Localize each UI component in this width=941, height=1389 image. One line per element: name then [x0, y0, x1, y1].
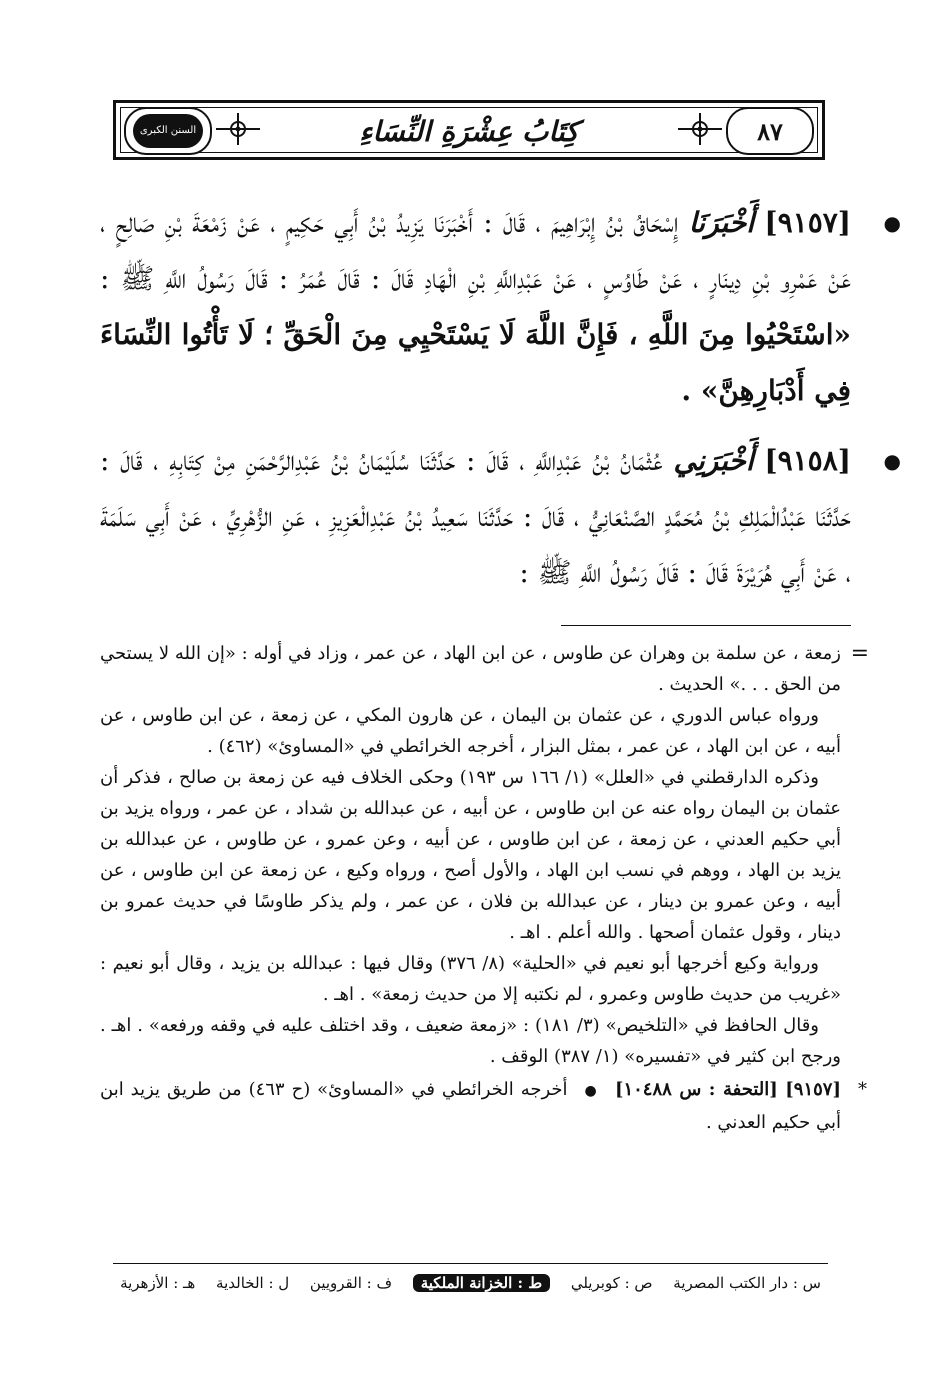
book-logo-text: السنن الكبرى: [133, 114, 203, 148]
hadith-number: [٩١٥٨]: [764, 444, 851, 477]
asterisk-icon: *: [858, 1079, 867, 1100]
isnad: عُثْمَانُ بْنُ عَبْدِاللَّهِ ، قَالَ : حَدَّثَنَا سُلَيْمَانُ بْنُ عَبْدِالرَّحْمَنِ مِنْ كِتَابِهِ ، قَالَ : حَدَّثَنَا عَبْدُالْمَلِكِ بْنُ مُحَمَّدٍ الصَّنْعَانِيُّ ، قَالَ : حَدَّثَنَا سَعِيدُ بْنُ عَبْدِالْعَزِيزِ ، عَنِ الزُّهْرِيِّ ، عَنْ أَبِي سَلَمَةَ ، عَنْ أَبِي هُرَيْرَةَ قَالَ : قَالَ رَسُولُ اللَّهِ ﷺ :: [100, 444, 851, 589]
page-number: ٨٧: [726, 107, 814, 155]
takhrij-line: [100, 1074, 867, 1138]
manuscript-abbrev: ل : الخالدية: [216, 1274, 290, 1292]
bullet-icon: ●: [883, 449, 901, 473]
transmission-word: أَخْبَرَنَا: [688, 206, 755, 239]
takhrij-text: أخرجه الخرائطي في «المساوئ» (ح ٤٦٣) من طريق يزيد ابن أبي حكيم العدني .: [100, 1079, 841, 1133]
footnotes: [100, 638, 869, 1138]
footnote-paragraph: زمعة ، عن سلمة بن وهران عن طاوس ، عن ابن الهاد ، عن عمر ، وزاد في أوله : «إن الله لا يستحي من الحق . . .» الحديث .: [100, 643, 841, 695]
ornament-icon: [216, 113, 260, 145]
main-text: [100, 195, 901, 615]
matn: «اسْتَحْيُوا مِنَ اللَّهِ ، فَإِنَّ اللَّهَ لَا يَسْتَحْيِي مِنَ الْحَقِّ ؛ لَا تَأْتُوا النِّسَاءَ فِي أَدْبَارِهِنَّ» .: [100, 318, 851, 407]
hadith-9157: [100, 195, 901, 419]
footnote-paragraph: ورواه عباس الدوري ، عن عثمان بن اليمان ، عن هارون المكي ، عن زمعة ، عن ابن طاوس ، عن أبيه ، عن ابن الهاد ، عن عمر ، بمثل البزار ، أخرجه الخرائطي في «المساوئ» (٤٦٢) .: [100, 705, 841, 757]
book-logo: [124, 107, 212, 155]
footnote-paragraph: وقال الحافظ في «التلخيص» (٣/ ١٨١) : «زمعة ضعيف ، وقد اختلف عليه في وقفه ورفعه» . اهـ . ورجح ابن كثير في «تفسيره» (١/ ٣٨٧) الوقف .: [100, 1015, 841, 1067]
continuation-mark: =: [850, 641, 869, 666]
hadith-number: [٩١٥٧]: [764, 206, 852, 239]
bottom-rule: [113, 1263, 828, 1264]
manuscript-abbrev: ص : كوبريلي: [570, 1274, 653, 1292]
footnote-paragraph: ورواية وكيع أخرجها أبو نعيم في «الحلية» (٨/ ٣٧٦) وقال فيها : عبدالله بن يزيد ، وقال أبو نعيم : «غريب من حديث طاوس وعمرو ، لم نكتبه إلا من حديث زمعة» . اهـ .: [100, 953, 841, 1005]
footnote-paragraph: وذكره الدارقطني في «العلل» (١/ ١٦٦ س ١٩٣) وحكى الخلاف فيه عن زمعة بن صالح ، فذكر أن عثمان بن اليمان رواه عنه عن ابن طاوس ، عن أبيه ، عن عبدالله بن شداد ، عن عمر ، ورواه يزيد بن أبي حكيم العدني ، عن زمعة ، عن ابن طاوس ، عن أبيه ، وعن عمرو ، عن طاوس ، عن عبدالله بن يزيد بن الهاد ، ووهم في نسب ابن الهاد ، والأول أصح ، ورواه وكيع ، عن زمعة عن ابن طاوس ، عن أبيه ، وعن عمرو بن دينار ، عن عبدالله بن فلان ، عن عمر ، ولم يذكر طاوسًا في حديث عمرو بن دينار ، وقول عثمان أصحها . والله أعلم . اهـ .: [100, 767, 841, 943]
manuscript-key: [120, 1270, 821, 1296]
manuscript-abbrev: ف : القرويين: [309, 1274, 393, 1292]
manuscript-abbrev-highlighted: ط : الخزانة الملكية: [413, 1274, 550, 1292]
chapter-title: كِتَابُ عِشْرَةِ النِّسَاءِ: [359, 114, 579, 148]
takhrij-ref: [٩١٥٧] [التحفة : س ١٠٤٨٨]: [614, 1079, 841, 1100]
manuscript-abbrev: س : دار الكتب المصرية: [673, 1274, 821, 1292]
isnad: إِسْحَاقُ بْنُ إِبْرَاهِيمَ ، قَالَ : أَخْبَرَنَا يَزِيدُ بْنُ أَبِي حَكِيمٍ ، عَنْ زَمْعَةَ بْنِ صَالِحٍ ، عَنْ عَمْرِو بْنِ دِينَارٍ ، عَنْ طَاوُسٍ ، عَنْ عَبْدِاللَّهِ بْنِ الْهَادِ قَالَ : قَالَ عُمَرُ : قَالَ رَسُولُ اللَّهِ ﷺ :: [100, 206, 851, 295]
footnote-separator: [561, 625, 851, 626]
transmission-word: أَخْبَرَنِي: [673, 444, 754, 477]
bullet-icon: ●: [584, 1083, 598, 1099]
hadith-9158: [100, 433, 901, 601]
ornament-icon: [678, 113, 722, 145]
bullet-icon: ●: [883, 211, 901, 235]
page-header: [113, 100, 825, 160]
manuscript-abbrev: هـ : الأزهرية: [120, 1274, 196, 1292]
